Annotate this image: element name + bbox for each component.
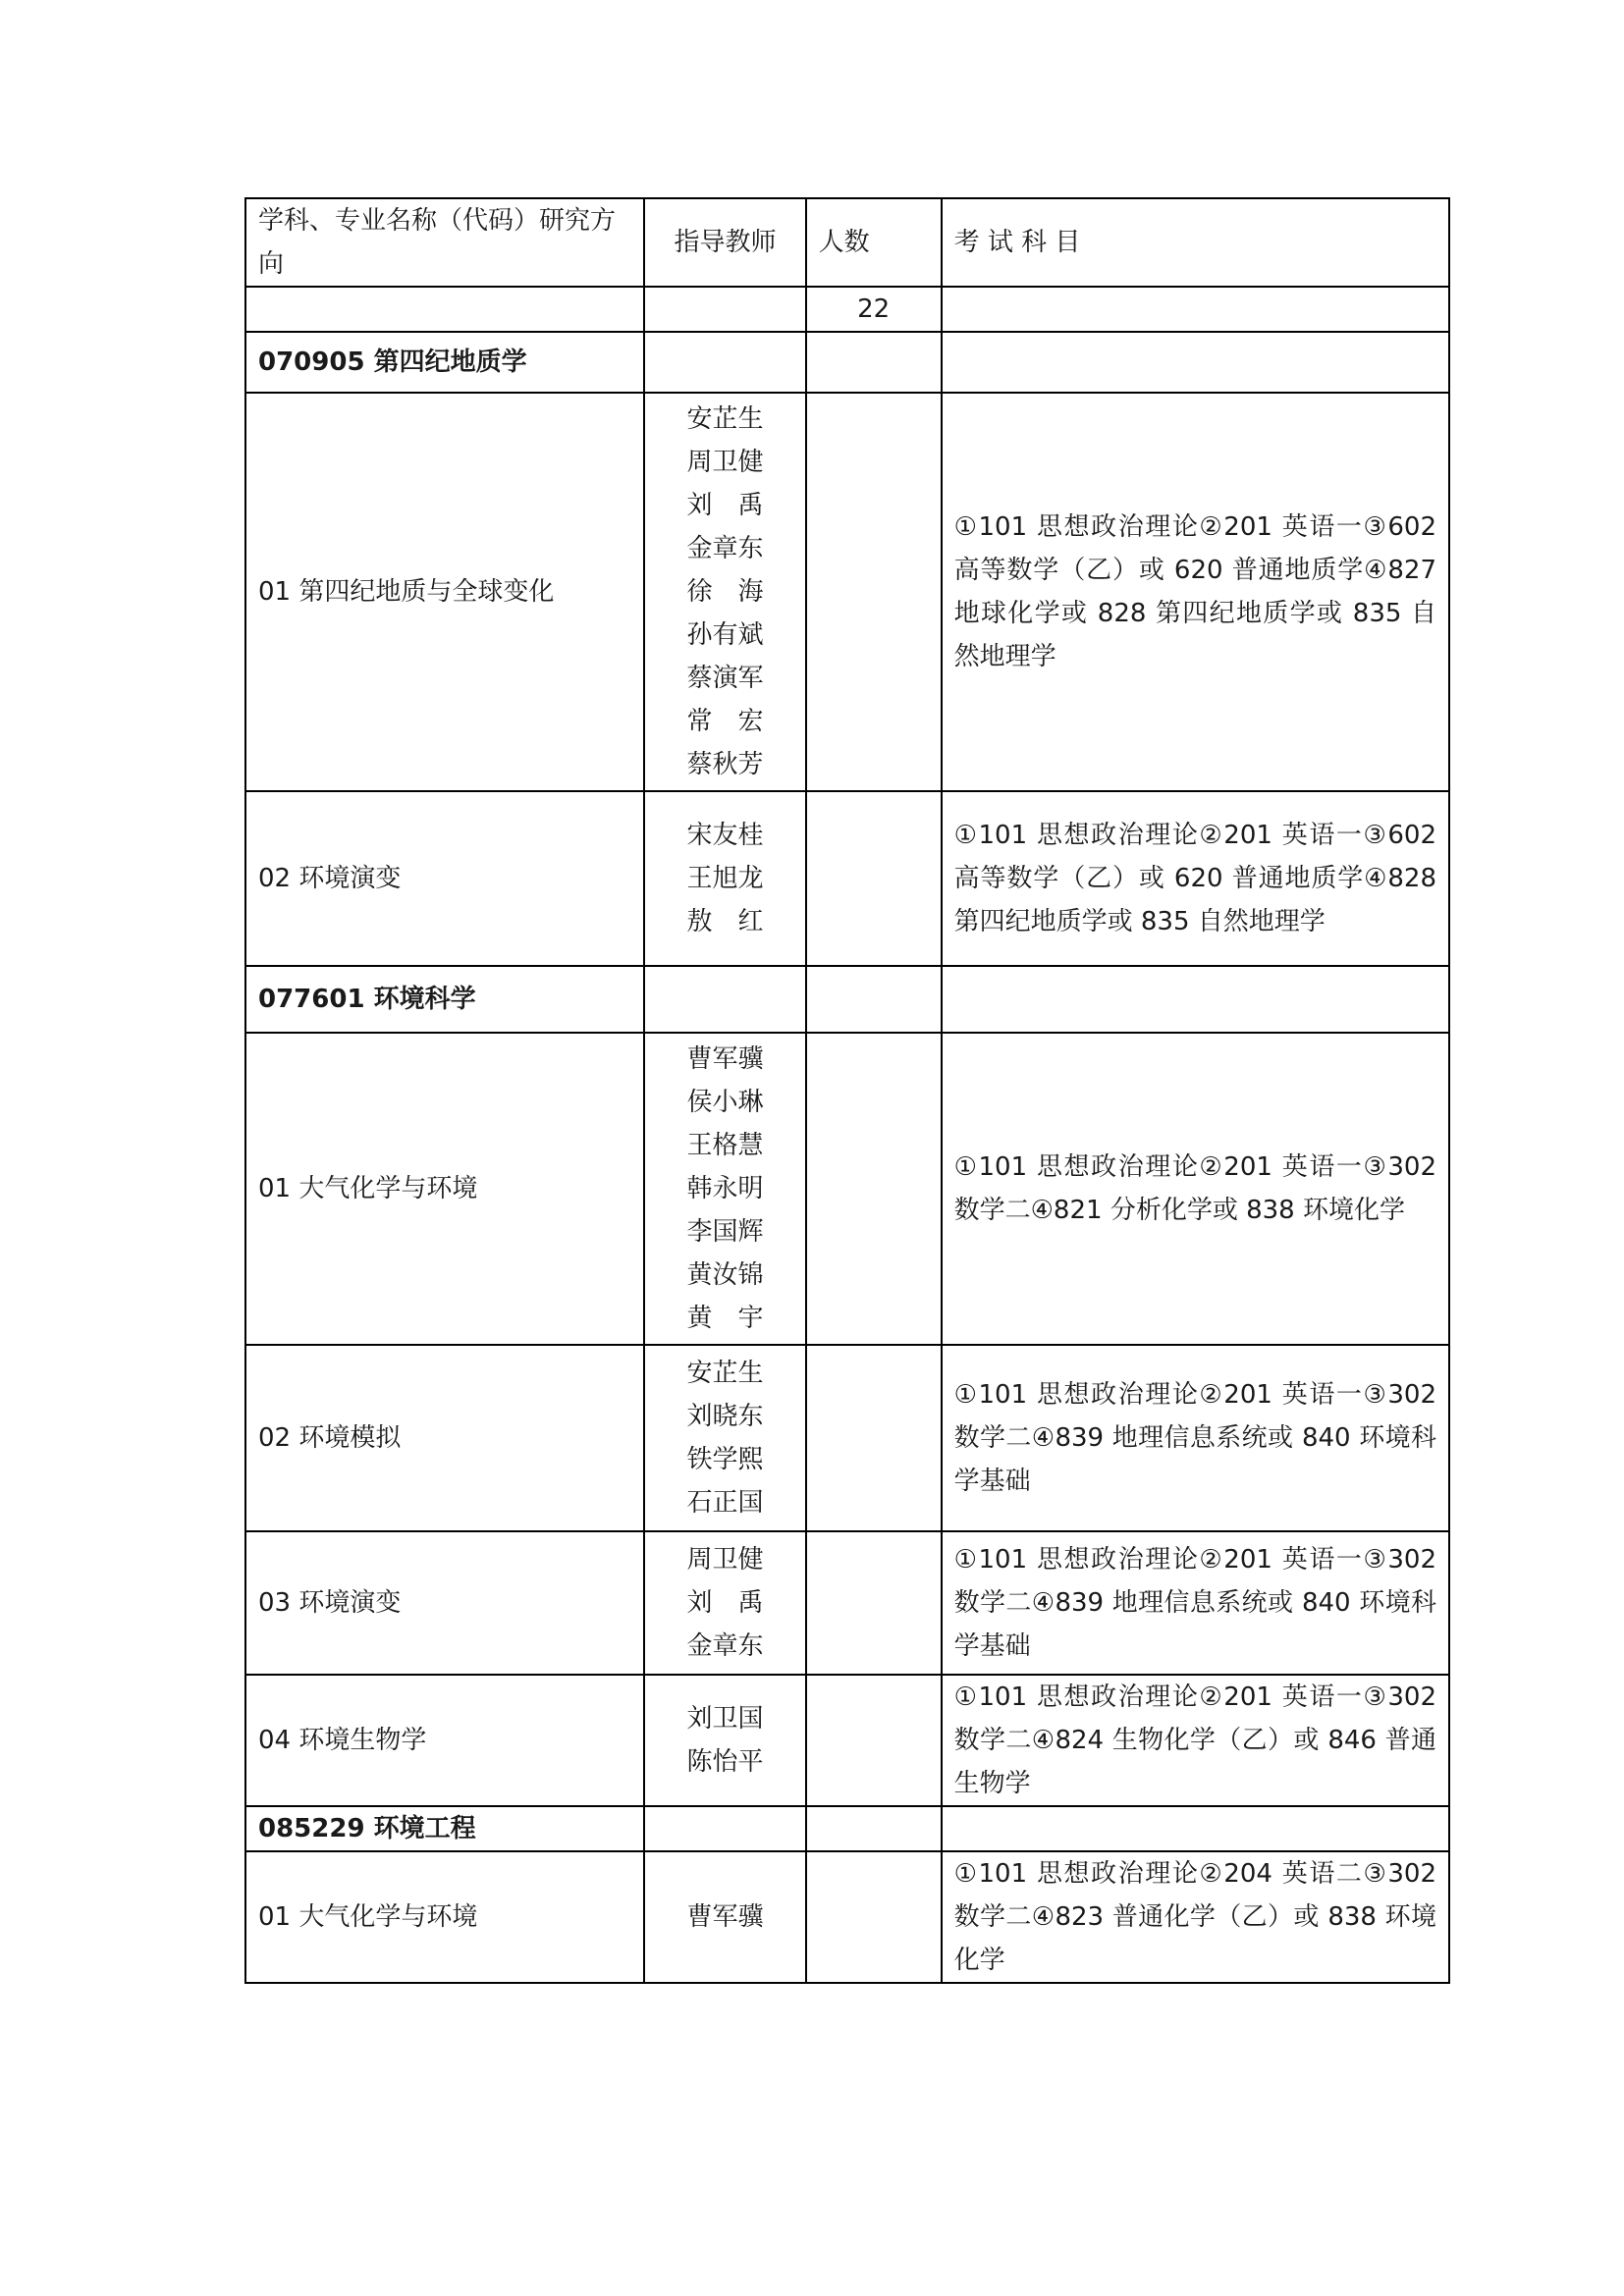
advisor-name: 侯小琳 xyxy=(686,1088,764,1117)
advisor-name: 孙有斌 xyxy=(686,620,764,650)
advisor-name: 周卫健 xyxy=(686,1545,764,1575)
direction-name: 02 环境演变 xyxy=(245,791,644,966)
exam-subjects: ①101 思想政治理论②201 英语一③302 数学二④839 地理信息系统或 840 环境科学基础 xyxy=(942,1531,1449,1675)
header-row xyxy=(245,198,1449,287)
direction-name: 02 环境模拟 xyxy=(245,1345,644,1531)
advisor-name: 金章东 xyxy=(686,534,764,563)
advisor-name: 曹军骥 xyxy=(686,1044,764,1074)
exam-subjects: ①101 思想政治理论②201 英语一③302 数学二④839 地理信息系统或 840 环境科学基础 xyxy=(942,1345,1449,1531)
advisor-list xyxy=(644,1675,805,1806)
header-subject: 学科、专业名称（代码）研究方向 xyxy=(245,198,644,287)
advisor-list xyxy=(644,1345,805,1531)
advisor-name: 周卫健 xyxy=(686,448,764,477)
empty-cell xyxy=(942,1806,1449,1851)
advisor-name: 黄 宇 xyxy=(686,1304,764,1333)
empty-cell xyxy=(644,966,805,1033)
advisor-name: 陈怡平 xyxy=(686,1747,764,1777)
exam-subjects: ①101 思想政治理论②201 英语一③302 数学二④821 分析化学或 838 环境化学 xyxy=(942,1033,1449,1345)
advisor-name: 徐 海 xyxy=(686,577,764,607)
count-cell xyxy=(806,1531,942,1675)
advisor-name: 安芷生 xyxy=(686,1359,764,1388)
advisor-name: 王旭龙 xyxy=(686,864,764,893)
empty-cell xyxy=(806,966,942,1033)
advisor-name: 王格慧 xyxy=(686,1131,764,1160)
empty-cell xyxy=(245,287,644,332)
advisor-name: 敖 红 xyxy=(686,907,764,936)
count-cell xyxy=(806,1033,942,1345)
exam-subjects: ①101 思想政治理论②204 英语二③302 数学二④823 普通化学（乙）或 838 环境化学 xyxy=(942,1851,1449,1983)
advisor-name: 黄汝锦 xyxy=(686,1260,764,1290)
program-title: 070905 第四纪地质学 xyxy=(245,332,644,393)
direction-name: 04 环境生物学 xyxy=(245,1675,644,1806)
empty-cell xyxy=(806,332,942,393)
advisor-list xyxy=(644,393,805,791)
program-row xyxy=(245,332,1449,393)
advisor-name: 安芷生 xyxy=(686,404,764,434)
advisor-name: 铁学熙 xyxy=(686,1445,764,1474)
direction-row xyxy=(245,1851,1449,1983)
empty-cell xyxy=(942,287,1449,332)
direction-row xyxy=(245,1531,1449,1675)
enrollment-table xyxy=(244,197,1450,1984)
empty-cell xyxy=(942,966,1449,1033)
count-cell xyxy=(806,1345,942,1531)
advisor-list xyxy=(644,1033,805,1345)
direction-name: 01 第四纪地质与全球变化 xyxy=(245,393,644,791)
advisor-name: 刘晓东 xyxy=(686,1402,764,1431)
advisor-name: 石正国 xyxy=(686,1488,764,1518)
empty-cell xyxy=(942,332,1449,393)
advisor-name: 刘卫国 xyxy=(686,1704,764,1734)
advisor-name: 金章东 xyxy=(686,1631,764,1661)
count-cell xyxy=(806,1675,942,1806)
count-cell xyxy=(806,1851,942,1983)
empty-cell xyxy=(644,1806,805,1851)
exam-subjects: ①101 思想政治理论②201 英语一③602 高等数学（乙）或 620 普通地质学④827 地球化学或 828 第四纪地质学或 835 自然地理学 xyxy=(942,393,1449,791)
program-title: 077601 环境科学 xyxy=(245,966,644,1033)
count-cell xyxy=(806,791,942,966)
direction-row xyxy=(245,1345,1449,1531)
advisor-name: 韩永明 xyxy=(686,1174,764,1203)
empty-cell xyxy=(644,332,805,393)
direction-row xyxy=(245,1675,1449,1806)
empty-cell xyxy=(806,1806,942,1851)
header-exam: 考 试 科 目 xyxy=(942,198,1449,287)
advisor-name: 蔡秋芳 xyxy=(686,750,764,779)
direction-row xyxy=(245,791,1449,966)
direction-row xyxy=(245,1033,1449,1345)
advisor-name: 常 宏 xyxy=(686,707,764,736)
program-row xyxy=(245,966,1449,1033)
empty-cell xyxy=(644,287,805,332)
program-row xyxy=(245,1806,1449,1851)
header-count: 人数 xyxy=(806,198,942,287)
advisor-name: 宋友桂 xyxy=(686,821,764,850)
header-advisor: 指导教师 xyxy=(644,198,805,287)
advisor-list xyxy=(644,1531,805,1675)
count-cell xyxy=(806,393,942,791)
advisor-name: 蔡演军 xyxy=(686,664,764,693)
advisor-list xyxy=(644,1851,805,1983)
advisor-list xyxy=(644,791,805,966)
direction-name: 01 大气化学与环境 xyxy=(245,1033,644,1345)
advisor-name: 刘 禹 xyxy=(686,1588,764,1618)
exam-subjects: ①101 思想政治理论②201 英语一③602 高等数学（乙）或 620 普通地质学④828 第四纪地质学或 835 自然地理学 xyxy=(942,791,1449,966)
total-count: 22 xyxy=(806,287,942,332)
advisor-name: 刘 禹 xyxy=(686,491,764,520)
direction-name: 01 大气化学与环境 xyxy=(245,1851,644,1983)
exam-subjects: ①101 思想政治理论②201 英语一③302 数学二④824 生物化学（乙）或 846 普通生物学 xyxy=(942,1675,1449,1806)
direction-row xyxy=(245,393,1449,791)
total-row xyxy=(245,287,1449,332)
advisor-name: 曹军骥 xyxy=(686,1902,764,1932)
advisor-name: 李国辉 xyxy=(686,1217,764,1247)
program-title: 085229 环境工程 xyxy=(245,1806,644,1851)
direction-name: 03 环境演变 xyxy=(245,1531,644,1675)
